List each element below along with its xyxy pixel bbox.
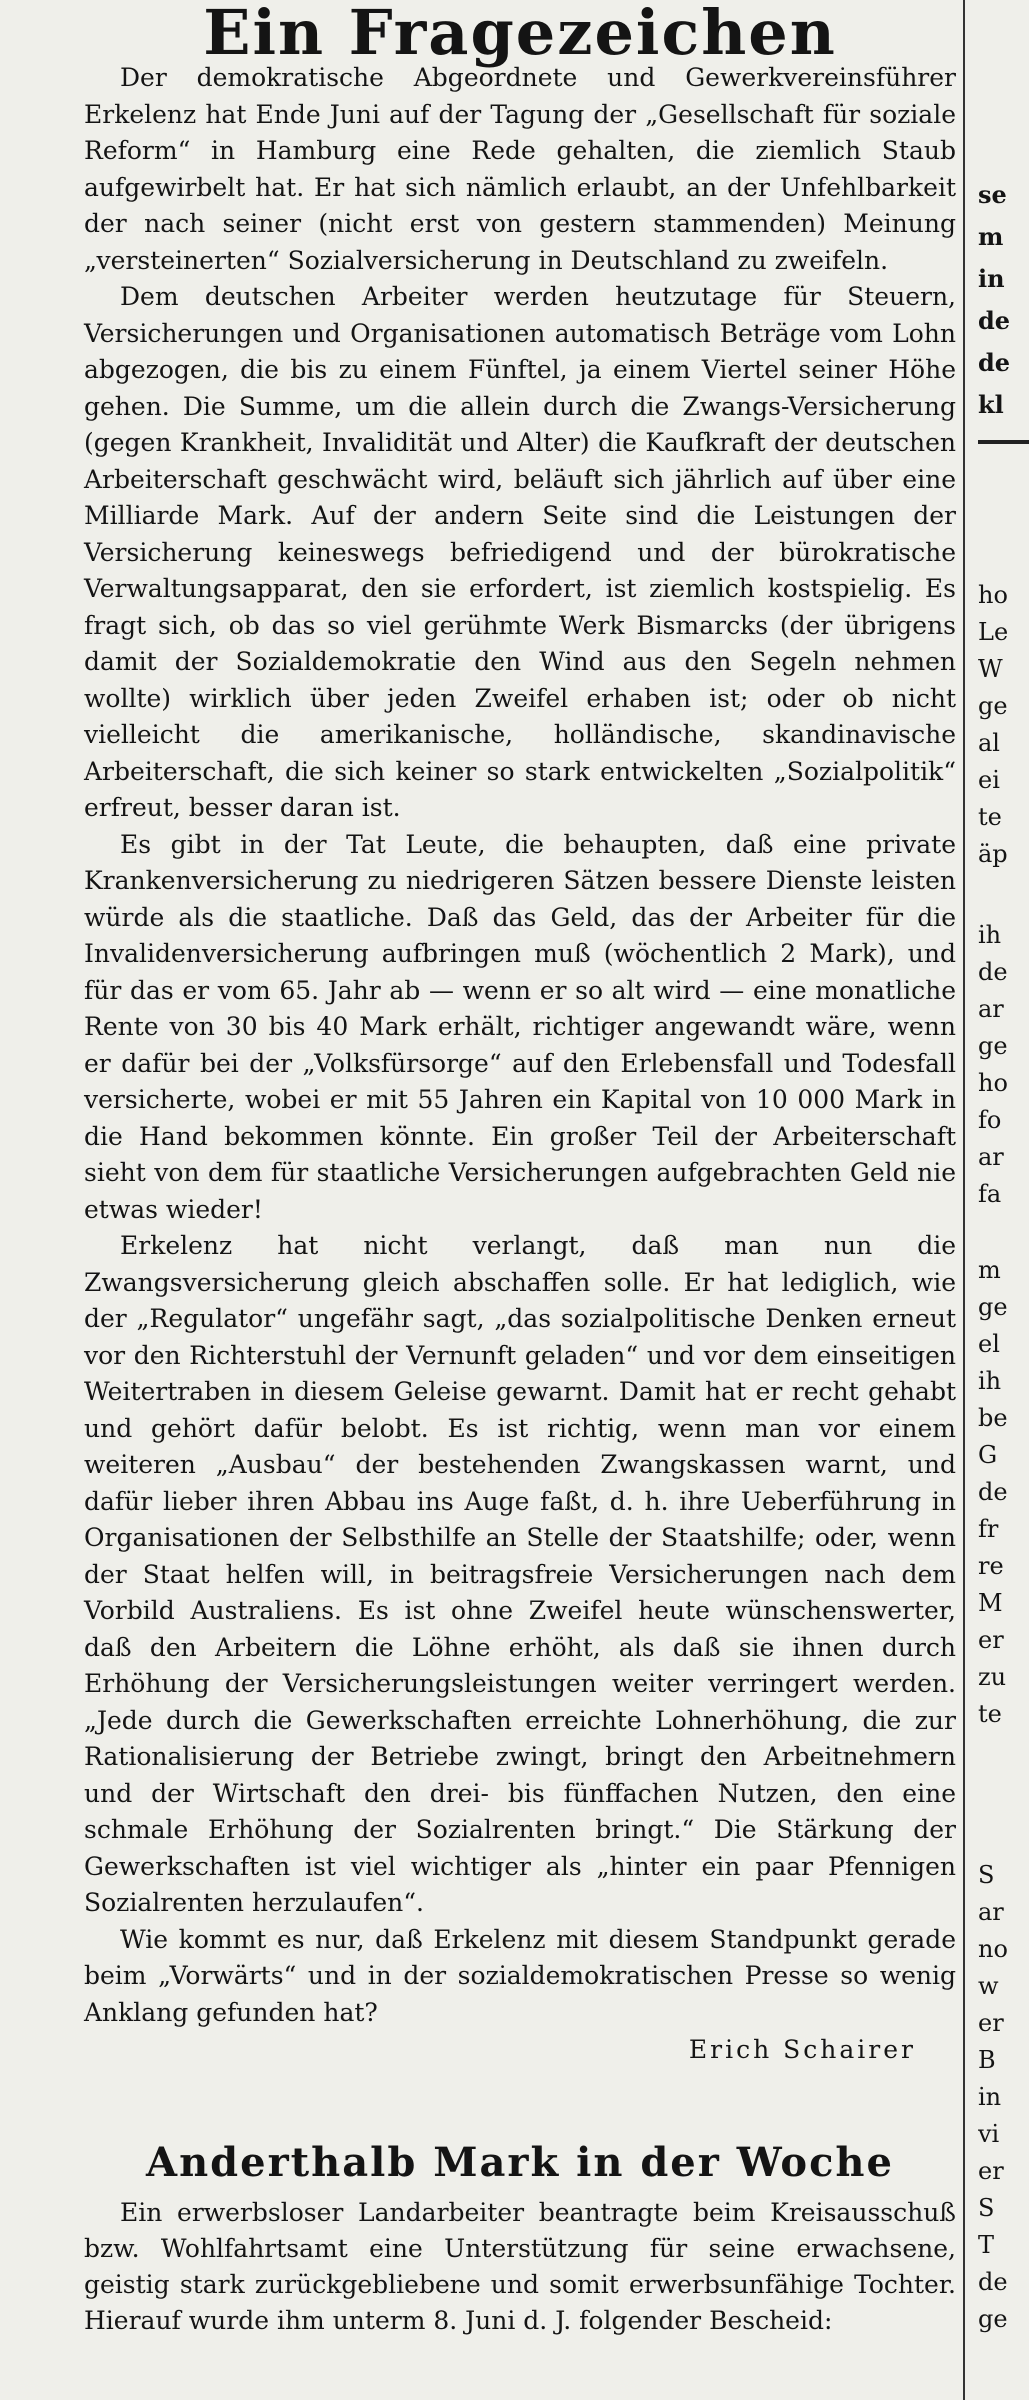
column-fragment: er [978,2157,1004,2185]
column-fragment: ge [978,692,1008,720]
column-fragment: se [978,180,1007,209]
column-fragment: fr [978,1515,999,1543]
column-fragment: de [978,958,1008,986]
article-title: Ein Fragezeichen [203,0,837,69]
column-fragment: ge [978,1032,1008,1060]
article-body [84,60,956,2068]
column-fragment: w [978,1972,999,2000]
column-fragment: m [978,1256,1001,1284]
column-fragment: m [978,222,1004,251]
column-fragment: S [978,1861,995,1889]
column-fragment: te [978,1700,1002,1728]
column-divider [963,0,965,2400]
column-fragment: de [978,348,1011,377]
second-article-body [84,2195,956,2339]
author-signature: Erich Schairer [688,2035,916,2064]
column-fragment: ho [978,581,1008,609]
column-fragment: ar [978,1143,1004,1171]
column-fragment: be [978,1404,1008,1432]
paragraph: Dem deutschen Arbeiter werden heutzutage für Steuern, Versicherungen und Organisationen automatisch Beträge vom Lohn abgezogen, die bis zu einem Fünftel, ja einem Viertel seiner Höhe gehen. Die Summe, um die allein durch die Zwangs-Versicherung (gegen Krankheit, Invalidität und Alter) die Kaufkraft der deutschen Arbeiterschaft geschwächt wird, beläuft sich jährlich auf über eine Milliarde Mark. Auf der andern Seite sind die Leistungen der Versicherung keineswegs befriedigend und der bürokratische Verwaltungsapparat, den sie erfordert, ist ziemlich kostspielig. Es fragt sich, ob das so viel gerühmte Werk Bismarcks (der übrigens damit der Sozialdemokratie den Wind aus den Segeln nehmen wollte) wirklich über jeden Zweifel erhaben ist; oder ob nicht vielleicht die amerikanische, holländische, skandinavische Arbeiterschaft, die sich keiner so stark entwickelten „Sozialpolitik“ erfreut, besser daran ist. [84,282,956,822]
column-fragment: vi [978,2120,1000,2148]
main-column [84,0,956,2400]
paragraph: Wie kommt es nur, daß Erkelenz mit diesem Standpunkt gerade beim „Vorwärts“ und in der sozialdemokratischen Presse so wenig Anklang gefunden hat? [84,1924,956,2027]
column-fragment: zu [978,1663,1007,1691]
paragraph: Erkelenz hat nicht verlangt, daß man nun die Zwangsversicherung gleich abschaffen solle. Er hat lediglich, wie der „Regulator“ ungefähr sagt, „das sozialpolitische Denken erneut vor den Richterstuhl der Vernunft geladen“ und vor dem einseitigen Weitertraben in diesem Geleise gewarnt. Damit hat er recht gehabt und gehört dafür belobt. Es ist richtig, wenn man vor einem weiteren „Ausbau“ der bestehenden Zwangskassen warnt, und dafür lieber ihren Abbau ins Auge faßt, d. h. ihre Ueberführung in Organisationen der Selbsthilfe an Stelle der Staatshilfe; oder, wenn der Staat helfen will, in beitragsfreie Versicherungen nach dem Vorbild Australiens. Es ist ohne Zweifel heute wünschenswerter, daß den Arbeitern die Löhne erhöht, als daß sie ihnen durch Erhöhung der Versicherungsleistungen weiter verringert werden. „Jede durch die Gewerkschaften erreichte Lohnerhöhung, die zur Rationalisierung der Betriebe zwingt, bringt den Arbeitnehmern und der Wirtschaft den drei- bis fünffachen Nutzen, den eine schmale Erhöhung der Sozialrenten bringt.“ Die Stärkung der Gewerkschaften ist viel wichtiger als „hinter ein paar Pfennigen Sozialrenten herzulaufen“. [84,1231,956,1917]
column-fragment: re [978,1552,1004,1580]
column-fragment: er [978,1626,1004,1654]
column-fragment: ar [978,995,1004,1023]
column-fragment: de [978,2268,1008,2296]
column-fragment: te [978,803,1002,831]
column-fragment: B [978,2046,996,2074]
column-fragment: de [978,306,1011,335]
column-fragment: äp [978,840,1008,868]
paragraph: Ein erwerbsloser Landarbeiter beantragte beim Kreisausschuß bzw. Wohlfahrtsamt eine Unterstützung für seine erwachsene, geistig stark zurückgebliebene und somit erwerbsunfähige Tochter. Hierauf wurde ihm unterm 8. Juni d. J. folgender Bescheid: [84,2198,956,2335]
column-fragment: ih [978,1367,1002,1395]
adjacent-column-fragment [978,0,1029,2400]
column-fragment: ho [978,1069,1008,1097]
column-fragment: ih [978,921,1002,949]
column-fragment: S [978,2194,995,2222]
column-fragment: ge [978,1293,1008,1321]
column-fragment: el [978,1330,1000,1358]
column-fragment: G [978,1441,998,1469]
column-fragment: ei [978,766,1000,794]
column-fragment: ar [978,1898,1004,1926]
column-fragment: M [978,1589,1003,1617]
column-fragment: Le [978,618,1009,646]
column-fragment: no [978,1935,1008,1963]
column-fragment: T [978,2231,995,2259]
paragraph: Es gibt in der Tat Leute, die behaupten, daß eine private Krankenversicherung zu niedrigeren Sätzen bessere Dienste leisten würde als die staatliche. Daß das Geld, das der Arbeiter für die Invalidenversicherung aufbringen muß (wöchentlich 2 Mark), und für das er vom 65. Jahr ab — wenn er so alt wird — eine monatliche Rente von 30 bis 40 Mark erhält, richtiger angewandt wäre, wenn er dafür bei der „Volksfürsorge“ auf den Erlebensfall und Todesfall versicherte, wobei er mit 55 Jahren ein Kapital von 10 000 Mark in die Hand bekommen könnte. Ein großer Teil der Arbeiterschaft sieht von dem für staatliche Versicherungen aufgebrachten Geld nie etwas wieder! [84,829,956,1224]
column-fragment: de [978,1478,1008,1506]
section-rule [978,440,1029,444]
column-fragment: kl [978,390,1004,419]
column-fragment: er [978,2009,1004,2037]
paragraph: Der demokratische Abgeordnete und Gewerkvereinsführer Erkelenz hat Ende Juni auf der Tagung der „Gesellschaft für soziale Reform“ in Hamburg eine Rede gehalten, die ziemlich Staub aufgewirbelt hat. Er hat sich nämlich erlaubt, an der Unfehlbarkeit der nach seiner (nicht erst von gestern stammenden) Meinung „versteinerten“ Sozialversicherung in Deutschland zu zweifeln. [84,63,956,275]
column-fragment: ge [978,2305,1008,2333]
column-fragment: al [978,729,1000,757]
column-fragment: in [978,264,1005,293]
column-fragment: fo [978,1106,1002,1134]
column-fragment: W [978,655,1003,683]
second-article-title: Anderthalb Mark in der Woche [146,2139,894,2186]
column-fragment: in [978,2083,1002,2111]
column-fragment: fa [978,1180,1002,1208]
